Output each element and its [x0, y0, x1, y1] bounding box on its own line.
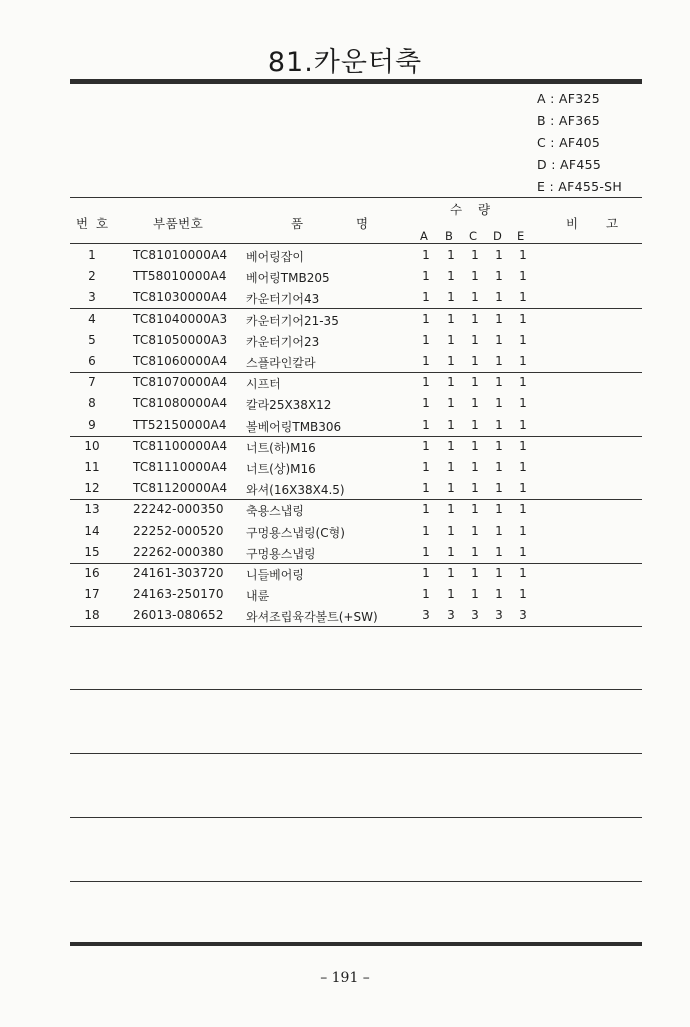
header-qty: 수 량	[450, 202, 497, 217]
quantity-d: 1	[495, 523, 503, 538]
quantity-c: 1	[471, 269, 479, 284]
quantity-e: 1	[519, 375, 527, 390]
quantity-b: 1	[447, 587, 455, 602]
quantity-d: 1	[495, 332, 503, 347]
part-name: 시프터	[246, 377, 281, 392]
blank-rule	[70, 881, 642, 882]
row-number: 8	[88, 396, 96, 411]
quantity-e: 1	[519, 269, 527, 284]
table-row	[70, 330, 642, 351]
part-name: 너트(상)M16	[246, 462, 316, 476]
quantity-a: 1	[422, 290, 430, 305]
quantity-d: 1	[495, 438, 503, 453]
quantity-d: 1	[495, 269, 503, 284]
quantity-a: 3	[422, 608, 430, 623]
quantity-c: 1	[471, 566, 479, 580]
part-name: 카운터기어21-35	[246, 313, 339, 328]
quantity-e: 1	[519, 460, 527, 474]
quantity-b: 1	[447, 269, 455, 284]
table-row	[70, 521, 642, 542]
header-qty-d: D	[493, 229, 502, 243]
quantity-d: 1	[495, 290, 503, 305]
quantity-a: 1	[422, 502, 430, 517]
group-rule	[70, 499, 642, 500]
part-name: 와셔조립육각볼트(+SW)	[246, 610, 378, 625]
title-rule	[70, 79, 642, 84]
model-legend-item: C : AF405	[537, 135, 601, 150]
header-part-no: 부품번호	[153, 216, 204, 231]
part-number: 22252-000520	[133, 523, 224, 538]
header-remark: 비 고	[566, 216, 631, 231]
table-row	[70, 499, 642, 520]
page-title: 81.카운터축	[267, 47, 423, 78]
part-name: 볼베어링TMB306	[246, 419, 342, 434]
quantity-b: 1	[447, 248, 455, 262]
quantity-b: 3	[447, 608, 455, 623]
quantity-d: 1	[495, 566, 503, 580]
group-rule	[70, 436, 642, 437]
row-number: 17	[84, 587, 100, 602]
table-row	[70, 393, 642, 414]
table-row	[70, 542, 642, 563]
page-number: – 191 –	[320, 970, 370, 986]
quantity-a: 1	[422, 248, 430, 262]
header-qty-e: E	[517, 229, 525, 243]
table-row	[70, 351, 642, 372]
quantity-e: 1	[519, 502, 527, 517]
row-number: 16	[84, 566, 100, 580]
part-number: TC81060000A4	[133, 354, 228, 368]
table-row	[70, 478, 642, 499]
blank-rule	[70, 689, 642, 690]
header-qty-c: C	[469, 229, 478, 243]
row-number: 14	[84, 523, 100, 538]
quantity-c: 1	[471, 502, 479, 517]
part-name: 축용스냅링	[246, 504, 304, 519]
quantity-d: 1	[495, 544, 503, 559]
quantity-e: 1	[519, 566, 527, 580]
quantity-b: 1	[447, 438, 455, 453]
part-number: 26013-080652	[133, 608, 224, 623]
model-legend-item: E : AF455-SH	[537, 179, 623, 194]
group-rule	[70, 563, 642, 564]
part-number: TC81040000A3	[133, 311, 228, 326]
quantity-a: 1	[422, 311, 430, 326]
quantity-a: 1	[422, 396, 430, 411]
row-number: 3	[88, 290, 96, 305]
quantity-a: 1	[422, 523, 430, 538]
quantity-c: 1	[471, 290, 479, 305]
row-number: 18	[84, 608, 100, 623]
quantity-c: 3	[471, 608, 479, 623]
quantity-c: 1	[471, 438, 479, 453]
group-rule	[70, 626, 642, 627]
quantity-b: 1	[447, 481, 455, 496]
quantity-d: 3	[495, 608, 503, 623]
quantity-b: 1	[447, 290, 455, 305]
quantity-b: 1	[447, 311, 455, 326]
header-no: 번 호	[76, 216, 111, 231]
quantity-c: 1	[471, 544, 479, 559]
quantity-c: 1	[471, 396, 479, 411]
model-legend-item: D : AF455	[537, 157, 602, 172]
quantity-c: 1	[471, 460, 479, 474]
quantity-d: 1	[495, 248, 503, 262]
table-row	[70, 436, 642, 457]
model-legend	[537, 88, 622, 198]
header-name-1: 품	[291, 216, 306, 231]
quantity-e: 1	[519, 354, 527, 368]
quantity-d: 1	[495, 481, 503, 496]
quantity-b: 1	[447, 523, 455, 538]
part-name: 너트(하)M16	[246, 440, 316, 455]
quantity-c: 1	[471, 375, 479, 390]
header-qty-b: B	[445, 229, 453, 243]
row-number: 6	[88, 354, 96, 368]
table-row	[70, 266, 642, 287]
quantity-e: 3	[519, 608, 527, 623]
table-row	[70, 245, 642, 266]
part-number: TC81110000A4	[133, 460, 228, 474]
part-name: 구멍용스냅링(C형)	[246, 525, 345, 540]
quantity-b: 1	[447, 417, 455, 432]
quantity-a: 1	[422, 460, 430, 474]
quantity-a: 1	[422, 417, 430, 432]
quantity-b: 1	[447, 544, 455, 559]
row-number: 4	[88, 311, 96, 326]
quantity-d: 1	[495, 354, 503, 368]
model-legend-item: B : AF365	[537, 113, 601, 128]
header-qty-a: A	[420, 229, 428, 243]
part-name: 칼라25X38X12	[246, 398, 332, 413]
row-number: 13	[84, 502, 100, 517]
blank-rule	[70, 817, 642, 818]
quantity-c: 1	[471, 332, 479, 347]
table-row	[70, 372, 642, 393]
quantity-e: 1	[519, 417, 527, 432]
quantity-b: 1	[447, 354, 455, 368]
table-row	[70, 584, 642, 605]
quantity-c: 1	[471, 481, 479, 496]
row-number: 9	[88, 417, 96, 432]
table-row	[70, 415, 642, 436]
quantity-a: 1	[422, 566, 430, 580]
table-row	[70, 605, 642, 626]
row-number: 12	[84, 481, 100, 496]
quantity-b: 1	[447, 566, 455, 580]
part-number: TC81100000A4	[133, 438, 228, 453]
table-row	[70, 287, 642, 308]
quantity-c: 1	[471, 354, 479, 368]
header-bottom-rule	[70, 243, 642, 244]
quantity-e: 1	[519, 544, 527, 559]
part-number: TC81030000A4	[133, 290, 228, 305]
table-row	[70, 563, 642, 584]
quantity-d: 1	[495, 587, 503, 602]
quantity-b: 1	[447, 332, 455, 347]
quantity-e: 1	[519, 481, 527, 496]
quantity-e: 1	[519, 290, 527, 305]
part-name: 베어링잡이	[246, 250, 304, 264]
quantity-e: 1	[519, 587, 527, 602]
quantity-d: 1	[495, 375, 503, 390]
quantity-d: 1	[495, 396, 503, 411]
quantity-d: 1	[495, 417, 503, 432]
part-number: 24163-250170	[133, 587, 224, 602]
part-number: 24161-303720	[133, 566, 224, 580]
model-legend-item: A : AF325	[537, 91, 601, 106]
quantity-e: 1	[519, 332, 527, 347]
quantity-a: 1	[422, 438, 430, 453]
part-number: TC81010000A4	[133, 248, 228, 262]
quantity-b: 1	[447, 460, 455, 474]
quantity-c: 1	[471, 248, 479, 262]
row-number: 5	[88, 332, 96, 347]
part-number: TC81080000A4	[133, 396, 228, 411]
quantity-b: 1	[447, 396, 455, 411]
quantity-a: 1	[422, 269, 430, 284]
quantity-d: 1	[495, 311, 503, 326]
quantity-a: 1	[422, 544, 430, 559]
bottom-rule	[70, 942, 642, 946]
quantity-a: 1	[422, 375, 430, 390]
table-top-rule	[70, 197, 642, 198]
part-number: TC81120000A4	[133, 481, 228, 496]
part-name: 카운터기어23	[246, 334, 320, 349]
row-number: 11	[84, 460, 100, 474]
quantity-e: 1	[519, 396, 527, 411]
quantity-b: 1	[447, 375, 455, 390]
group-rule	[70, 372, 642, 373]
part-name: 카운터기어43	[246, 292, 320, 307]
part-name: 베어링TMB205	[246, 271, 330, 286]
part-name: 내륜	[246, 589, 270, 604]
quantity-e: 1	[519, 438, 527, 453]
quantity-d: 1	[495, 502, 503, 517]
row-number: 15	[84, 544, 100, 559]
row-number: 10	[84, 438, 100, 453]
table-row	[70, 309, 642, 330]
part-name: 와셔(16X38X4.5)	[246, 483, 345, 498]
quantity-a: 1	[422, 587, 430, 602]
row-number: 2	[88, 269, 96, 284]
quantity-a: 1	[422, 354, 430, 368]
group-rule	[70, 308, 642, 309]
quantity-d: 1	[495, 460, 503, 474]
quantity-e: 1	[519, 311, 527, 326]
quantity-a: 1	[422, 332, 430, 347]
part-name: 스플라인칼라	[246, 356, 316, 370]
part-number: 22262-000380	[133, 544, 224, 559]
header-name-2: 명	[356, 216, 371, 231]
part-number: 22242-000350	[133, 502, 224, 517]
quantity-e: 1	[519, 523, 527, 538]
table-row	[70, 457, 642, 478]
part-name: 구멍용스냅링	[246, 546, 316, 561]
quantity-e: 1	[519, 248, 527, 262]
row-number: 1	[88, 248, 96, 262]
quantity-c: 1	[471, 417, 479, 432]
row-number: 7	[88, 375, 96, 390]
part-number: TT58010000A4	[133, 269, 227, 284]
part-number: TT52150000A4	[133, 417, 227, 432]
part-number: TC81070000A4	[133, 375, 228, 390]
quantity-c: 1	[471, 523, 479, 538]
part-number: TC81050000A3	[133, 332, 228, 347]
quantity-c: 1	[471, 587, 479, 602]
part-name: 니들베어링	[246, 568, 304, 582]
quantity-a: 1	[422, 481, 430, 496]
quantity-c: 1	[471, 311, 479, 326]
quantity-b: 1	[447, 502, 455, 517]
blank-rule	[70, 753, 642, 754]
